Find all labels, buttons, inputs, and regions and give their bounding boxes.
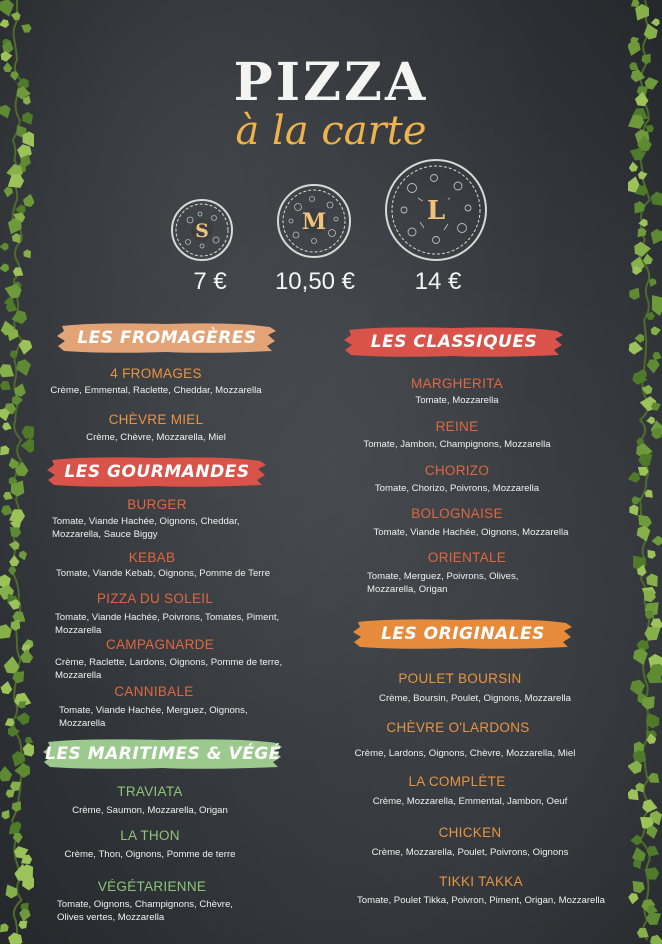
menu-item-pizza-du-soleil xyxy=(55,591,305,637)
item-name: 4 FROMAGES xyxy=(110,366,202,381)
item-description-line-1: Tomate, Oignons, Champignons, Chèvre, xyxy=(57,899,233,910)
item-description: Tomate, Chorizo, Poivrons, Mozzarella xyxy=(374,483,540,494)
ivy-leaf xyxy=(634,241,652,258)
menu-item-bolognaise xyxy=(345,506,597,539)
item-description-line-2: Mozzarella xyxy=(59,718,106,729)
ivy-leaf xyxy=(14,358,34,378)
menu-item-la-complete xyxy=(350,774,590,808)
item-name: VÉGÉTARIENNE xyxy=(97,879,207,894)
ivy-leaf xyxy=(8,567,16,576)
ivy-leaf xyxy=(0,766,13,782)
ivy-leaf xyxy=(5,931,25,944)
item-description-line-1: Tomate, Viande Hachée, Merguez, Oignons, xyxy=(59,705,248,716)
menu-item-reine xyxy=(345,419,569,451)
item-description: Crème, Mozzarella, Emmental, Jambon, Oeuf xyxy=(372,796,568,807)
menu-item-chevre-o-lardons xyxy=(338,720,592,760)
menu-item-margherita xyxy=(345,376,569,407)
item-name: TRAVIATA xyxy=(117,784,183,799)
ivy-leaf xyxy=(630,199,648,217)
ivy-leaf xyxy=(18,550,29,562)
item-description-line-2: Mozzarella xyxy=(55,670,102,681)
ivy-leaf xyxy=(650,325,662,336)
item-description: Crème, Emmental, Raclette, Cheddar, Mozzarella xyxy=(50,385,262,396)
ivy-leaf xyxy=(21,438,34,453)
ivy-leaf xyxy=(22,248,34,261)
item-description-line-2: Mozzarella, Origan xyxy=(367,584,448,595)
ivy-leaf xyxy=(0,922,10,936)
menu-item-poulet-boursin xyxy=(350,671,600,705)
ivy-leaf xyxy=(0,379,14,394)
pizza-small-icon xyxy=(170,198,234,262)
ivy-leaf xyxy=(2,421,14,432)
item-description: Crème, Thon, Oignons, Pomme de terre xyxy=(64,849,236,860)
ivy-leaf xyxy=(20,421,34,442)
menu-item-traviata xyxy=(40,784,260,817)
item-name: PIZZA DU SOLEIL xyxy=(96,591,214,606)
menu-item-la-thon xyxy=(40,828,260,861)
item-name: BOLOGNAISE xyxy=(411,506,503,521)
ivy-leaf xyxy=(651,535,662,546)
size-s-label: S xyxy=(195,220,209,242)
item-description: Tomate, Viande Hachée, Oignons, Mozzarella xyxy=(373,527,569,538)
item-name: KEBAB xyxy=(128,550,176,565)
price-medium: 10,50 € xyxy=(274,268,356,295)
section-title-maritimes: LES MARITIMES & VÉGÉ xyxy=(45,744,281,764)
item-name: CHORIZO xyxy=(424,463,490,478)
section-title-classiques: LES CLASSIQUES xyxy=(370,332,538,352)
item-description: Crème, Mozzarella, Poulet, Poivrons, Oignons xyxy=(371,847,569,858)
section-banner-classiques xyxy=(343,325,565,359)
item-description-line-2: Olives vertes, Mozzarella xyxy=(57,912,165,923)
item-name: MARGHERITA xyxy=(410,376,503,391)
section-title-gourmandes: LES GOURMANDES xyxy=(64,462,250,482)
ivy-leaf xyxy=(10,798,25,814)
pizza-medium-icon xyxy=(276,183,352,259)
section-banner-originales xyxy=(352,617,574,651)
ivy-leaf xyxy=(630,835,642,846)
menu-item-burger xyxy=(52,497,292,541)
item-name: CHICKEN xyxy=(438,825,502,840)
ivy-leaf xyxy=(647,227,662,247)
ivy-leaf xyxy=(3,187,14,199)
price-small: 7 € xyxy=(193,268,227,295)
ivy-leaf xyxy=(0,242,9,251)
menu-item-cannibale xyxy=(59,684,299,730)
size-l-label: L xyxy=(426,196,446,226)
item-name: TIKKI TAKKA xyxy=(439,874,523,889)
ivy-leaf xyxy=(646,359,660,374)
ivy-leaf xyxy=(18,908,32,923)
item-name: LA THON xyxy=(120,828,180,843)
ivy-leaf xyxy=(628,876,647,895)
ivy-leaf xyxy=(635,524,654,543)
section-title-fromageres: LES FROMAGÈRES xyxy=(77,328,257,348)
item-name: LA COMPLÈTE xyxy=(408,774,506,789)
item-description: Tomate, Viande Kebab, Oignons, Pomme de Terre xyxy=(56,568,271,579)
item-description: Crème, Lardons, Oignons, Chèvre, Mozzarella, Miel xyxy=(354,748,576,759)
pizza-large-icon xyxy=(384,158,488,262)
menu-item-4-fromages xyxy=(40,366,272,397)
menu-item-orientale xyxy=(367,550,587,596)
ivy-leaf xyxy=(19,21,33,35)
menu-subtitle: à la carte xyxy=(235,108,427,154)
ivy-leaf xyxy=(631,647,651,668)
ivy-leaf xyxy=(0,263,9,273)
ivy-leaf xyxy=(649,933,662,944)
ivy-leaf xyxy=(644,547,658,561)
ivy-leaf xyxy=(650,18,660,27)
item-name: CHÈVRE O'LARDONS xyxy=(386,720,530,735)
menu-item-vegetarienne xyxy=(57,879,297,924)
menu-item-campagnarde xyxy=(55,637,317,682)
ivy-leaf xyxy=(10,10,22,21)
item-description: Tomate, Jambon, Champignons, Mozzarella xyxy=(363,439,551,450)
item-description: Crème, Boursin, Poulet, Oignons, Mozzarella xyxy=(379,693,571,704)
ivy-leaf xyxy=(9,555,19,566)
ivy-leaf xyxy=(641,863,661,883)
item-name: ORIENTALE xyxy=(427,550,507,565)
size-m-label: M xyxy=(301,209,327,235)
ivy-leaf xyxy=(628,341,644,356)
item-description-line-1: Tomate, Viande Hachée, Poivrons, Tomates, Piment, xyxy=(55,612,280,623)
ivy-leaf xyxy=(628,284,644,301)
item-name: CHÈVRE MIEL xyxy=(108,412,204,427)
item-name: CANNIBALE xyxy=(114,684,194,699)
menu-item-tikki-takka xyxy=(336,874,626,907)
item-description-line-2: Mozzarella xyxy=(55,625,102,636)
item-name: CAMPAGNARDE xyxy=(105,637,215,652)
section-banner-gourmandes xyxy=(46,455,268,489)
section-banner-maritimes xyxy=(42,737,284,771)
item-description: Crème, Saumon, Mozzarella, Origan xyxy=(72,805,228,816)
menu-item-chevre-miel xyxy=(40,412,272,444)
ivy-leaf xyxy=(628,471,641,484)
menu-title: PIZZA xyxy=(233,52,429,113)
item-description: Tomate, Poulet Tikka, Poivron, Piment, Origan, Mozzarella xyxy=(357,895,605,906)
ivy-leaf xyxy=(0,807,13,820)
item-description-line-1: Crème, Raclette, Lardons, Oignons, Pomme de terre, xyxy=(55,657,283,668)
price-large: 14 € xyxy=(414,268,462,295)
ivy-leaf xyxy=(0,18,10,29)
section-banner-fromageres xyxy=(56,321,278,355)
ivy-leaf xyxy=(17,339,33,356)
ivy-leaf xyxy=(628,161,638,172)
section-title-originales: LES ORIGINALES xyxy=(381,624,545,644)
menu-item-chicken xyxy=(350,825,590,859)
ivy-leaf xyxy=(645,844,661,860)
menu-item-chorizo xyxy=(345,463,569,495)
ivy-leaf xyxy=(0,444,11,459)
ivy-leaf xyxy=(20,648,34,663)
item-description-line-1: Tomate, Viande Hachée, Oignons, Cheddar, xyxy=(52,516,240,527)
ivy-leaf xyxy=(646,416,655,425)
item-name: BURGER xyxy=(127,497,187,512)
item-description-line-1: Tomate, Merguez, Poivrons, Olives, xyxy=(367,571,519,582)
ivy-leaf xyxy=(642,710,662,730)
menu-item-kebab xyxy=(56,550,296,580)
item-name: POULET BOURSIN xyxy=(398,671,522,686)
ivy-leaf xyxy=(0,680,14,695)
item-description-line-2: Mozzarella, Sauce Biggy xyxy=(52,529,158,540)
ivy-leaf xyxy=(634,333,644,342)
ivy-leaf xyxy=(22,192,34,207)
item-name: REINE xyxy=(435,419,479,434)
item-description: Tomate, Mozzarella xyxy=(415,395,499,406)
ivy-leaf xyxy=(628,893,639,906)
ivy-leaf xyxy=(638,218,648,227)
item-description: Crème, Chèvre, Mozzarella, Miel xyxy=(86,432,226,443)
